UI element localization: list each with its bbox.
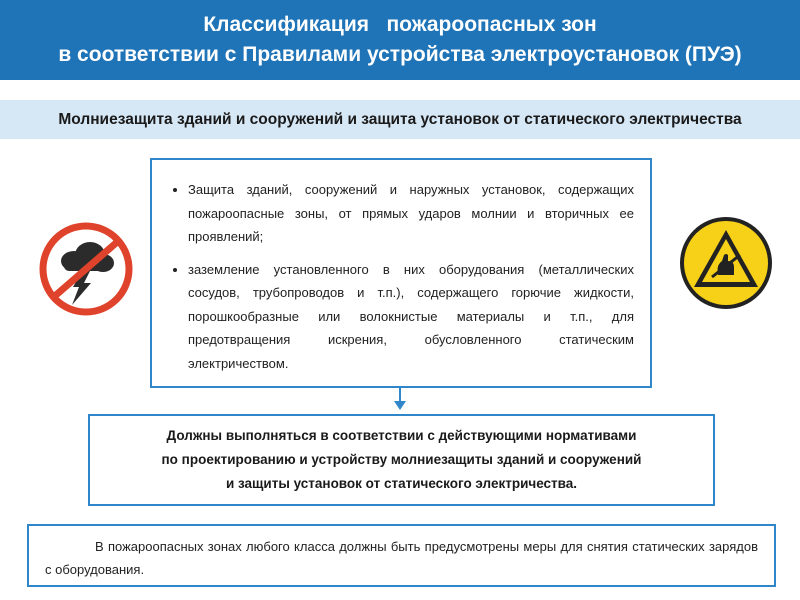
no-lightning-icon [38, 221, 134, 317]
header-title-line2: в соответствии с Правилами устройства электроустановок (ПУЭ) [58, 43, 742, 66]
requirements-list [166, 178, 634, 375]
header-title-line1: Классификация пожароопасных зон [203, 13, 597, 36]
list-item: • Защита зданий, сооружений и наружных установок, содержащих пожароопасные зоны, от прямых ударов молнии и вторичных ее проявлений; [188, 178, 634, 249]
list-item: • заземление установленного в них оборудования (металлических сосудов, трубопроводов и т.п.), содержащего горючие жидкости, порошкообразные или волокнистые материалы и т.п., для предотвращения искрения, обусловленного статическим электричеством. [188, 258, 634, 376]
normative-line1: Должны выполняться в соответствии с действующими нормативами [166, 428, 637, 443]
note-text: В пожароопасных зонах любого класса должны быть предусмотрены меры для снятия статических зарядов с оборудования. [45, 539, 758, 577]
subtitle-text: Молниезащита зданий и сооружений и защита установок от статического электричества [58, 110, 742, 128]
normative-box [88, 414, 715, 506]
header-banner [0, 0, 800, 80]
esd-warning-icon [678, 215, 774, 311]
arrow-down-icon [394, 401, 406, 410]
arrow-connector [399, 388, 401, 402]
static-charge-note [27, 524, 776, 587]
normative-line2: по проектированию и устройству молниезащиты зданий и сооружений [161, 452, 642, 467]
section-subtitle [0, 100, 800, 139]
requirements-box [150, 158, 652, 388]
normative-line3: и защиты установок от статического электричества. [225, 476, 578, 491]
